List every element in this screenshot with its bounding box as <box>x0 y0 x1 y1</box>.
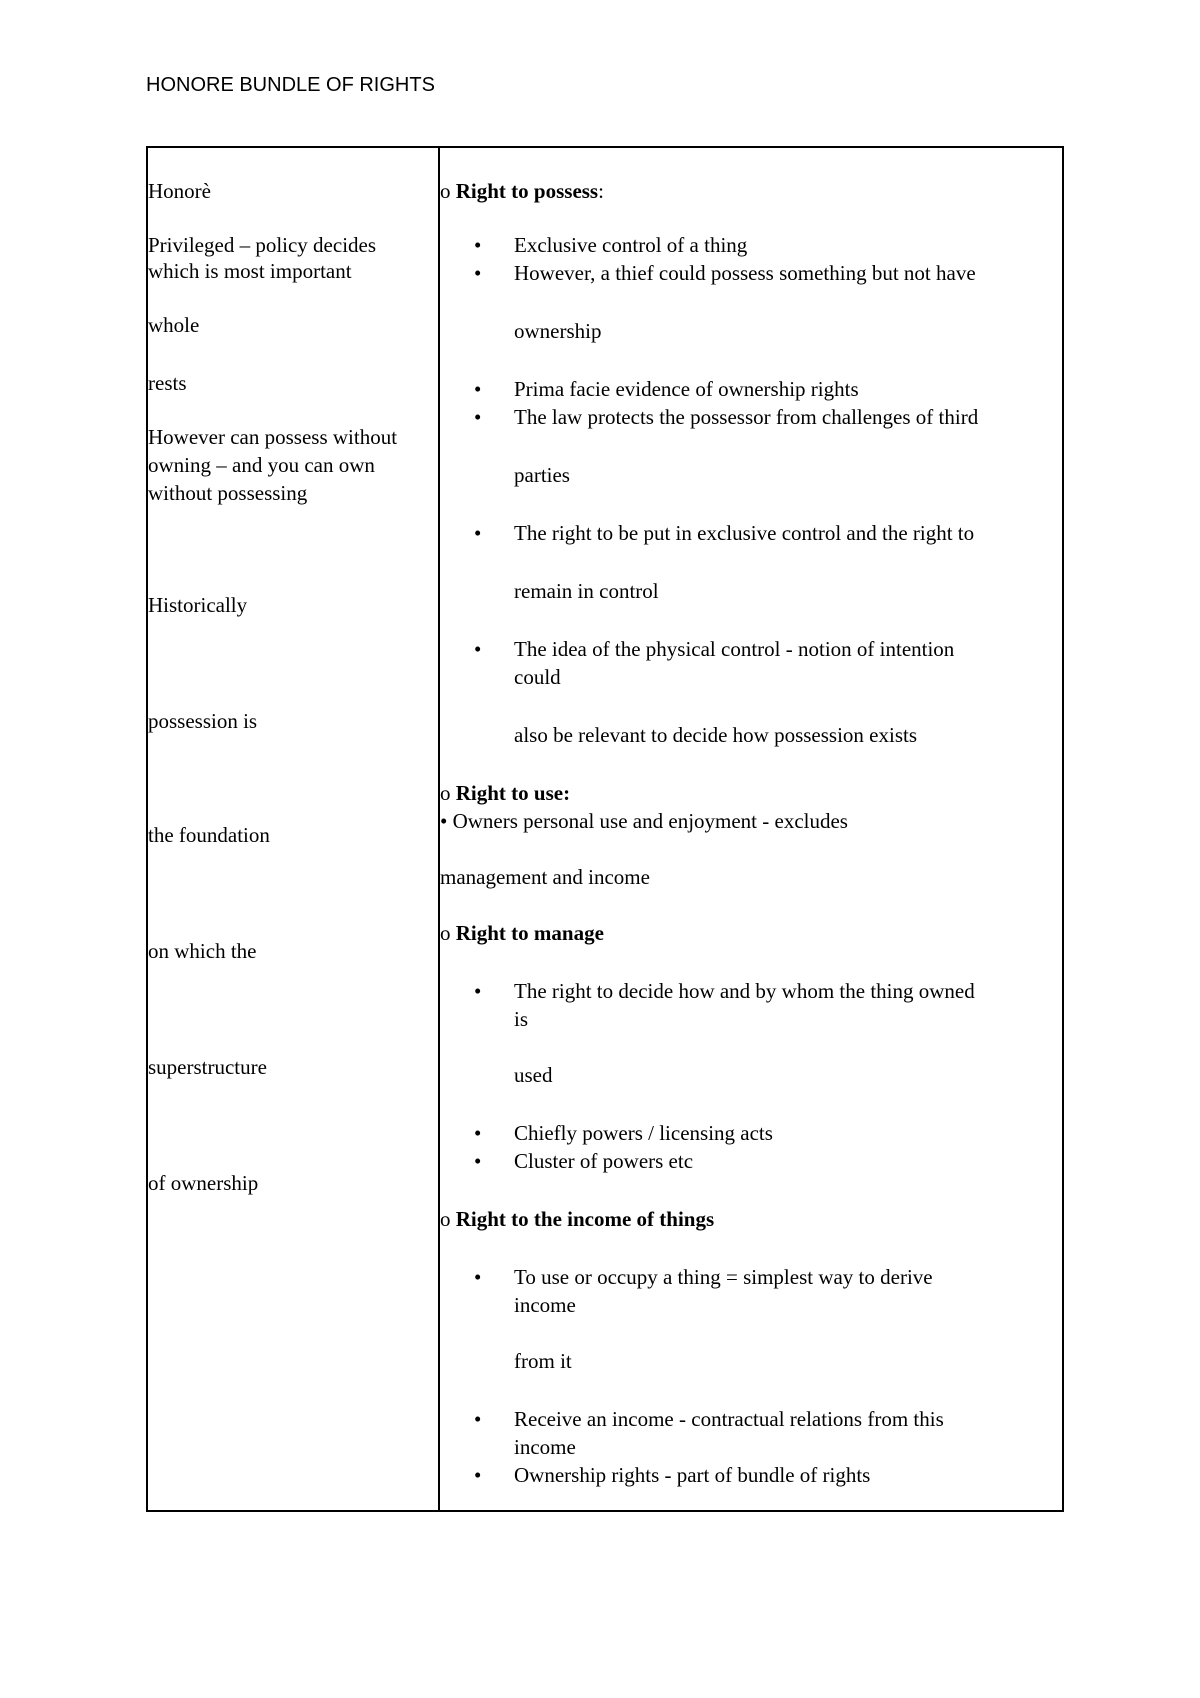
list-item-continuation: used <box>514 1063 553 1087</box>
bullet-icon: • <box>474 521 482 545</box>
left-of-ownership: of ownership <box>148 1171 259 1195</box>
heading-right-to-income <box>440 1206 714 1232</box>
bullet-icon: • <box>474 637 482 661</box>
left-privileged-1: Privileged – policy decides <box>148 233 377 257</box>
rights-table <box>146 146 1064 1512</box>
heading-text: Right to the income of things <box>455 1207 715 1231</box>
list-item-continuation: remain in control <box>514 579 659 603</box>
heading-right-to-manage <box>440 920 604 946</box>
use-line-2: management and income <box>440 865 650 889</box>
list-item: Exclusive control of a thing <box>514 233 748 257</box>
left-however-2: owning – and you can own <box>148 453 375 477</box>
bullet-icon: • <box>474 1121 482 1145</box>
left-historically: Historically <box>148 593 248 617</box>
list-item-continuation: ownership <box>514 319 602 343</box>
heading-right-to-use <box>440 780 570 806</box>
heading-marker: o <box>440 921 456 945</box>
list-item: Ownership rights - part of bundle of rights <box>514 1463 871 1487</box>
heading-marker: o <box>440 781 456 805</box>
heading-marker: o <box>440 1207 456 1231</box>
list-item: Cluster of powers etc <box>514 1149 694 1173</box>
bullet-icon: • <box>474 1463 482 1487</box>
use-line-1: • Owners personal use and enjoyment - excludes <box>440 809 848 833</box>
left-however-1: However can possess without <box>148 425 398 449</box>
left-whole: whole <box>148 313 200 337</box>
heading-right-to-possess <box>440 178 604 204</box>
list-item-continuation: could <box>514 665 561 689</box>
page-title: HONORE BUNDLE OF RIGHTS <box>146 74 435 96</box>
left-honore: Honorè <box>148 179 211 203</box>
bullet-icon: • <box>474 1149 482 1173</box>
bullet-icon: • <box>474 979 482 1003</box>
list-item-continuation: income <box>514 1293 576 1317</box>
list-item: The right to decide how and by whom the thing owned <box>514 979 975 1003</box>
list-item-continuation: from it <box>514 1349 572 1373</box>
heading-colon: : <box>598 179 604 203</box>
bullet-icon: • <box>474 233 482 257</box>
bullet-icon: • <box>474 1407 482 1431</box>
list-item: The right to be put in exclusive control and the right to <box>514 521 975 545</box>
list-item: Prima facie evidence of ownership rights <box>514 377 859 401</box>
bullet-icon: • <box>474 261 482 285</box>
heading-text: Right to possess <box>455 179 599 203</box>
left-on-which-the: on which the <box>148 939 257 963</box>
list-item: However, a thief could possess something but not have <box>514 261 976 285</box>
left-possession-is: possession is <box>148 709 258 733</box>
bullet-icon: • <box>474 377 482 401</box>
heading-text: Right to manage <box>455 921 604 945</box>
bullet-icon: • <box>474 405 482 429</box>
list-item: To use or occupy a thing = simplest way to derive <box>514 1265 933 1289</box>
heading-text: Right to use: <box>455 781 571 805</box>
left-superstructure: superstructure <box>148 1055 267 1079</box>
list-item-continuation: income <box>514 1435 576 1459</box>
list-item-continuation: also be relevant to decide how possession exists <box>514 723 917 747</box>
left-privileged-2: which is most important <box>148 259 352 283</box>
left-rests: rests <box>148 371 187 395</box>
list-item: The idea of the physical control - notion of intention <box>514 637 955 661</box>
left-the-foundation: the foundation <box>148 823 270 847</box>
bullet-icon: • <box>474 1265 482 1289</box>
list-item-continuation: parties <box>514 463 570 487</box>
list-item-continuation: is <box>514 1007 529 1031</box>
heading-marker: o <box>440 179 456 203</box>
list-item: The law protects the possessor from challenges of third <box>514 405 979 429</box>
left-however-3: without possessing <box>148 481 308 505</box>
list-item: Receive an income - contractual relations from this <box>514 1407 944 1431</box>
list-item: Chiefly powers / licensing acts <box>514 1121 773 1145</box>
